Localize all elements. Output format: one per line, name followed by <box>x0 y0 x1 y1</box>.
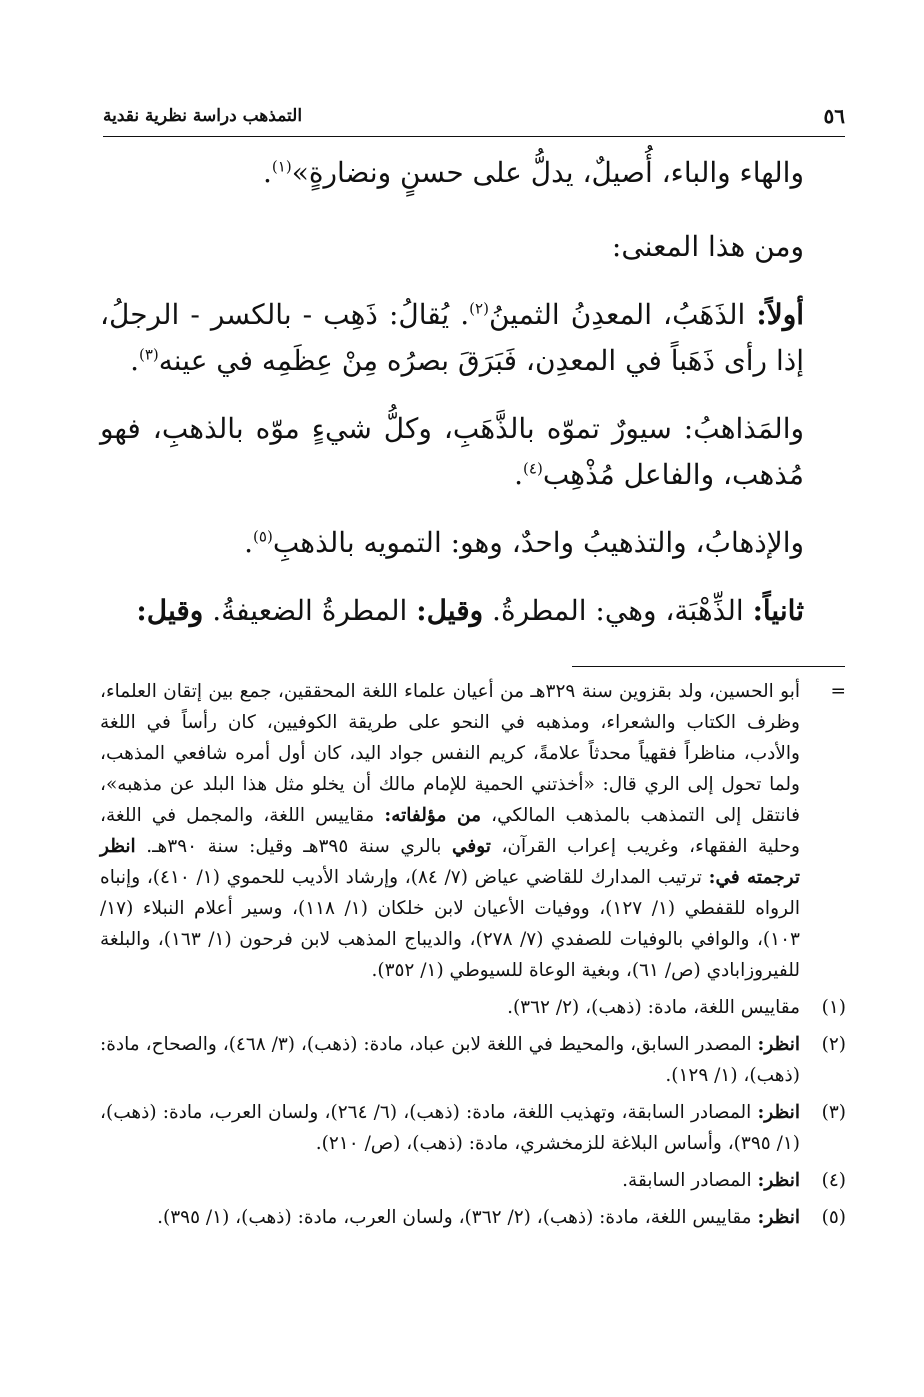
paragraph-2 <box>100 224 846 270</box>
footnote-bold-part: من مؤلفاته: <box>384 805 482 826</box>
paragraph-text: . يُقالُ: ذَهِب - بالكسر - الرجلُ، إذا رأى ذَهَباً في المعدِن، فَبَرَقَ بصرُه مِنْ عِظَمِه في عينه <box>100 298 804 377</box>
footnote-text <box>100 676 800 986</box>
footnote-ref-4: (٤) <box>523 459 543 478</box>
paragraph-text: الذَهَبُ، المعدِنُ الثمينُ <box>488 298 757 331</box>
main-text <box>100 150 846 656</box>
footnote-4 <box>100 1165 846 1196</box>
footnote-bold-part: انظر: <box>757 1207 800 1228</box>
footnote-text <box>100 992 800 1023</box>
page-number: ٥٦ <box>823 104 845 128</box>
footnote-ref-2: (٢) <box>469 299 489 318</box>
footnote-mark: (١) <box>821 997 846 1018</box>
page-header <box>103 104 845 138</box>
footnote-text-part: المصادر السابقة، وتهذيب اللغة، مادة: (ذهب)، (٦/ ٢٦٤)، ولسان العرب، مادة: (ذهب)، (١/ ٣٩٥)، وأساس البلاغة للزمخشري، مادة: (ذهب)، (ص/ ٢١٠). <box>100 1102 800 1154</box>
paragraph-text: المطرةُ الضعيفةُ. <box>203 594 417 627</box>
footnote-2 <box>100 1029 846 1091</box>
paragraph-end: . <box>130 344 139 377</box>
header-rule <box>103 136 845 137</box>
footnote-ref-1: (١) <box>271 157 292 176</box>
footnote-text-part: ترتيب المدارك للقاضي عياض (٧/ ٨٤)، وإرشاد الأديب للحموي (١/ ٤١٠)، وإنباه الرواه للقفطي (١/ ١٢٧)، ووفيات الأعيان لابن خلكان (١/ ١١٨)، وسير أعلام النبلاء (١٧/ ١٠٣)، والوافي بالوفيات للصفدي (٧/ ٢٧٨)، والديباج المذهب لابن فرحون (١/ ١٦٣)، والبلغة للفيروزابادي (ص/ ٦١)، وبغية الوعاة للسيوطي (١/ ٣٥٢). <box>100 867 800 981</box>
lead-word: ثانياً: <box>752 594 804 627</box>
footnote-text-part: المصادر السابقة. <box>622 1170 758 1191</box>
footnote-text-part: مقاييس اللغة، والمجمل في اللغة، وحلية الفقهاء، وغريب إعراب القرآن، <box>100 805 800 857</box>
lead-word: وقيل: <box>136 594 204 627</box>
footnote-bold-part: انظر ترجمته في: <box>100 836 800 888</box>
footnote-text-part: مقاييس اللغة، مادة: (ذهب)، (٢/ ٣٦٢). <box>507 997 800 1018</box>
footnote-5 <box>100 1202 846 1233</box>
paragraph-1 <box>100 150 846 196</box>
paragraph-5 <box>100 520 846 566</box>
footnote-ref-5: (٥) <box>253 527 273 546</box>
footnote-text <box>100 1029 800 1091</box>
footnote-1 <box>100 992 846 1023</box>
footnote-mark: (٢) <box>821 1034 846 1055</box>
footnote-bold-part: انظر: <box>757 1034 800 1055</box>
footnote-mark: (٥) <box>821 1207 846 1228</box>
footnote-text-part: مقاييس اللغة، مادة: (ذهب)، (٢/ ٣٦٢)، ولسان العرب، مادة: (ذهب)، (١/ ٣٩٥). <box>157 1207 758 1228</box>
footnote-bold-part: توفي <box>451 836 491 857</box>
running-title: التمذهب دراسة نظرية نقدية <box>103 106 303 126</box>
footnote-text-part: أبو الحسين، ولد بقزوين سنة ٣٢٩هـ من أعيان علماء اللغة المحققين، جمع بين إتقان العلماء، وظرف الكتاب والشعراء، ومذهبه في النحو على طريقة الكوفيين، كان رأساً في اللغة والأدب، مناظراً فقهياً محدثاً علامةً، كريم النفس جواد اليد، كان أول أمره شافعي المذهب، ولما تحول إلى الري قال: «أخذتني الحمية للإمام مالك أن يخلو مثل هذا البلد عن مذهبه»، فانتقل إلى التمذهب بالمذهب المالكي، <box>100 681 800 826</box>
footnote-text-part: بالري سنة ٣٩٥هـ وقيل: سنة ٣٩٠هـ. <box>135 836 452 857</box>
paragraph-text: والإذهابُ، والتذهيبُ واحدٌ، وهو: التمويه بالذهبِ <box>272 526 804 559</box>
footnote-bold-part: انظر: <box>757 1170 800 1191</box>
paragraph-text: ومن هذا المعنى: <box>611 230 804 263</box>
footnote-text <box>100 1165 800 1196</box>
paragraph-6 <box>100 588 846 634</box>
footnote-continued <box>100 676 846 986</box>
paragraph-text: والهاء والباء، أُصيلٌ، يدلُّ على حسنٍ ونضارةٍ» <box>291 156 804 189</box>
footnote-mark: (٤) <box>821 1170 846 1191</box>
footnote-bold-part: انظر: <box>757 1102 800 1123</box>
paragraph-text: الذِّهْبَة، وهي: المطرةُ. <box>483 594 753 627</box>
lead-word: وقيل: <box>416 594 484 627</box>
footnote-3 <box>100 1097 846 1159</box>
footnote-text <box>100 1202 800 1233</box>
paragraph-text: والمَذاهبُ: سيورٌ تموّه بالذَّهَبِ، وكلُّ شيءٍ موّه بالذهبِ، فهو مُذهب، والفاعل مُذْهِب <box>100 412 804 491</box>
footnote-text <box>100 1097 800 1159</box>
footnote-text-part: المصدر السابق، والمحيط في اللغة لابن عباد، مادة: (ذهب)، (٣/ ٤٦٨)، والصحاح، مادة: (ذهب)، (١/ ١٢٩). <box>100 1034 800 1086</box>
footnote-ref-3: (٣) <box>139 345 159 364</box>
paragraph-end: . <box>263 156 272 189</box>
paragraph-4 <box>100 406 846 498</box>
paragraph-end: . <box>244 526 254 559</box>
lead-word: أولاً: <box>756 298 804 331</box>
paragraph-3 <box>100 292 846 384</box>
footnote-mark: = <box>830 681 846 702</box>
paragraph-end: . <box>514 458 524 491</box>
footnote-mark: (٣) <box>821 1102 846 1123</box>
footnotes <box>100 676 846 1239</box>
footnote-separator <box>572 666 845 667</box>
